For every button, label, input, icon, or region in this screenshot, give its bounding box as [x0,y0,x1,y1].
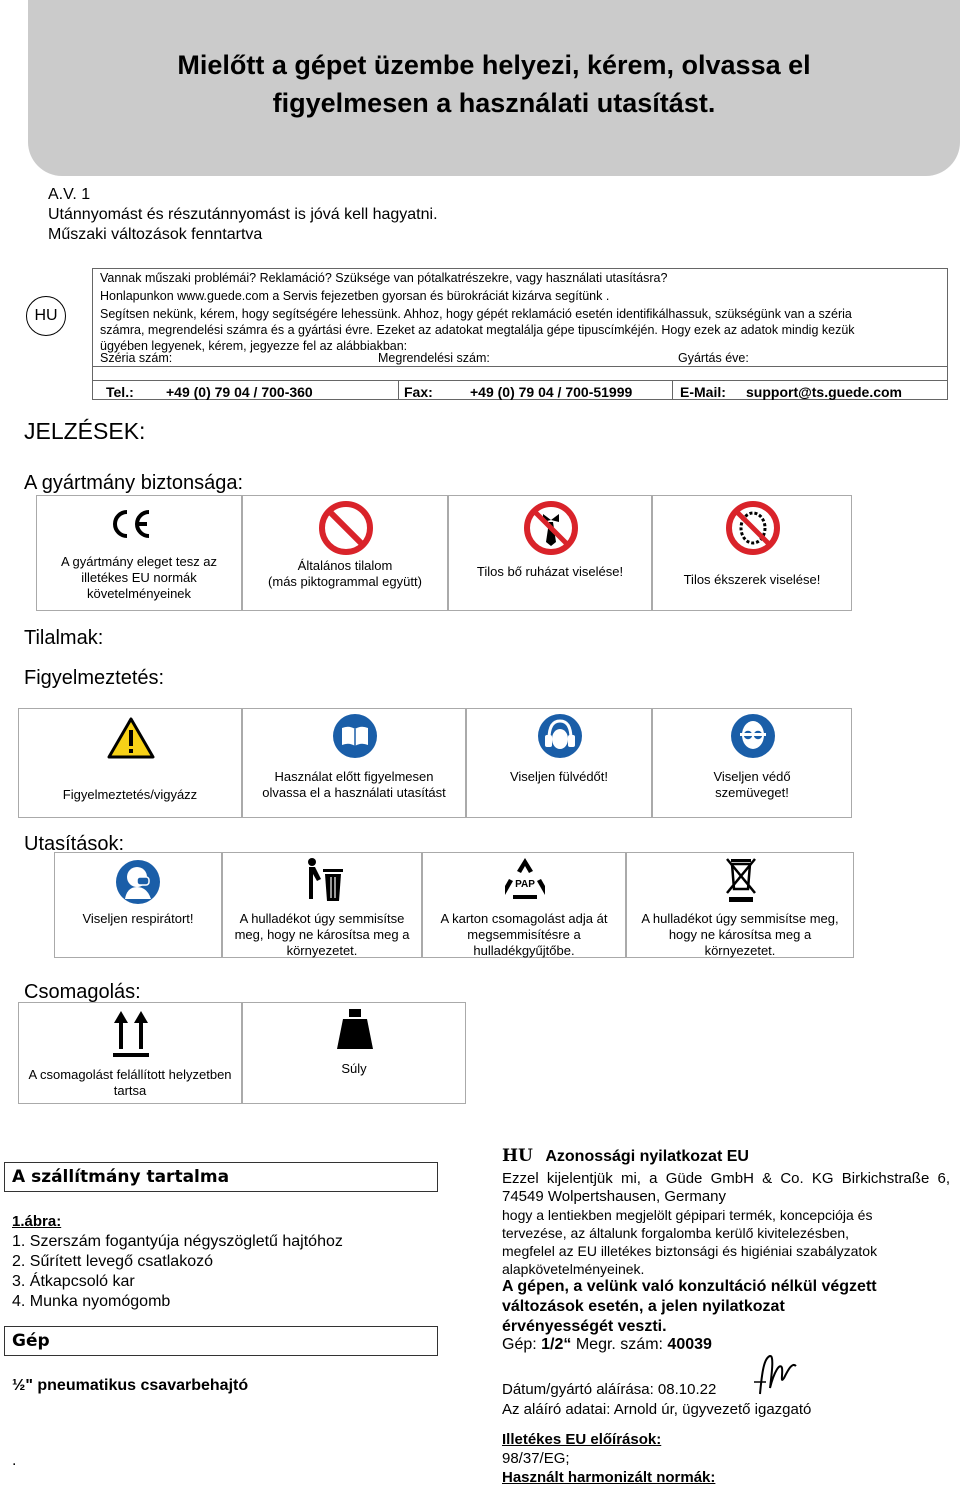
signs-heading: JELZÉSEK: [24,418,146,444]
warning-cell-ear [466,708,652,818]
safety-caption-jewelry: Tilos ékszerek viselése! [683,572,821,587]
figure-label: 1.ábra: [12,1213,62,1230]
page-title: Mielőtt a gépet üzembe helyezi, kérem, olvassa el figyelmesen a használati utasítást. [177,50,811,118]
weight-icon [335,1007,375,1051]
this-way-up-icon [111,1007,151,1059]
instruction-caption-respirator: Viseljen respirátort! [82,911,194,926]
email-label: E-Mail: [680,384,726,400]
warning-cell-manual [242,708,466,818]
waste-disposal-icon [301,855,345,903]
warning-triangle-icon [107,717,155,759]
tech-note: Műszaki változások fenntartva [48,226,263,243]
delivery-item: 2. Sűrített levegő csatlakozó [12,1253,213,1270]
prohibitions-heading: Tilalmak: [24,627,104,649]
pap-recycling-icon [501,855,549,901]
packaging-row [18,1002,466,1104]
instruction-caption-waste: A hulladékot úgy semmisítse meg, hogy ne károsítsa meg a környezetet. [234,911,410,958]
instruction-caption-paper: A karton csomagolást adja át megsemmisítésre a hulladékgyűjtőbe. [440,911,608,958]
warnings-heading: Figyelmeztetés: [24,667,165,689]
stray-dot: . [12,1452,17,1469]
delivery-title: A szállítmány tartalma [12,1167,230,1187]
fax-label: Fax: [404,384,433,400]
read-manual-icon [332,713,378,759]
fax-value: +49 (0) 79 04 / 700-51999 [470,384,633,400]
warning-caption-caution: Figyelmeztetés/vigyázz [62,787,198,802]
declaration-warning: A gépen, a velünk való konzultáció nélkül végzett változások esetén, a jelen nyilatkozat érvényességét veszti. [502,1278,877,1335]
warning-cell-caution [18,708,242,818]
machine-title: Gép [12,1331,50,1351]
instructions-heading: Utasítások: [24,833,125,855]
copy-note: Utánnyomást és részutánnyomást is jóvá kell hagyatni. [48,206,438,223]
declaration-body: Ezzel kijelentjük mi, a Güde GmbH & Co. KG Birkichstraße 6, 74549 Wolpertshausen, Germany hogy a lentiekben megjelölt gépipari termék, koncepciója és tervezése, az általunk forgalomba kerülő kivitelezésben, megfelel az EU illetékes biztonsági és higiéniai szabályzatok alapkövetelményeinek. [502,1170,950,1277]
declaration-lang: HU [502,1146,533,1166]
safety-caption-clothing: Tilos bő ruházat viselése! [476,564,624,579]
instruction-cell-weee [626,852,854,958]
safety-row [36,495,852,611]
warning-caption-ear: Viseljen fülvédőt! [509,769,609,784]
tel-label: Tel.: [106,384,134,400]
no-jewelry-icon [725,500,781,556]
service-line-4: számra, megrendelési számra és a gyártási évre. Ezeket az adatokat megtalálja gépe tipuscímkéjén. Hogy ezek az adatok mindig kezük [100,323,855,337]
svg-text:PAP: PAP [515,879,535,890]
packaging-cell-up [18,1002,242,1104]
packaging-heading: Csomagolás: [24,981,141,1003]
prohibition-icon [318,500,374,556]
delivery-item: 1. Szerszám fogantyúja négyszögletű hajtóhoz [12,1233,343,1250]
email-value[interactable]: support@ts.guede.com [746,384,902,400]
service-sep-1 [398,380,399,400]
instruction-cell-waste [222,852,422,958]
packaging-cell-weight [242,1002,466,1104]
service-divider [92,366,948,367]
no-loose-clothing-icon [523,500,579,556]
delivery-list [12,1232,343,1312]
respirator-icon [115,859,161,905]
warning-cell-eye [652,708,852,818]
service-line-1: Vannak műszaki problémái? Reklamáció? Szüksége van pótalkatrészekre, vagy használati utasításra? [100,271,668,285]
serial-label: Széria szám: [100,351,173,365]
declaration-machine: Gép: 1/2“ Megr. szám: 40039 [502,1336,712,1353]
safety-cell-ce [36,495,242,611]
tel-value: +49 (0) 79 04 / 700-360 [166,384,313,400]
safety-caption-ce: A gyártmány eleget tesz az illetékes EU normák követelményeinek [60,554,218,601]
declaration-title: Azonossági nyilatkozat EU [545,1148,749,1165]
service-divider-2 [92,380,948,381]
instruction-cell-respirator [54,852,222,958]
ce-mark-icon [109,508,153,540]
eye-protection-icon [730,713,776,759]
service-line-5: ügyében legyenek, kérem, jegyezze fel az alábbiakban: [100,339,408,353]
safety-caption-prohibition: Általános tilalom (más piktogrammal együtt) [268,558,422,589]
machine-name: ½" pneumatikus csavarbehajtó [12,1377,249,1394]
service-line-2: Honlapunkon www.guede.com a Servis fejezetben gyorsan és bürokráciát kizárva segítünk . [100,289,610,303]
declaration-signature: Dátum/gyártó aláírása: 08.10.22 Az aláíró adatai: Arnold úr, ügyvezető igazgató [502,1381,812,1418]
service-sep-2 [672,380,673,400]
safety-cell-clothing [448,495,652,611]
delivery-item: 3. Átkapcsoló kar [12,1273,135,1290]
version-label: A.V. 1 [48,186,91,203]
instruction-cell-paper [422,852,626,958]
delivery-item: 4. Munka nyomógomb [12,1293,171,1310]
instruction-row [54,852,854,958]
declaration-header [502,1146,749,1166]
safety-cell-jewelry [652,495,852,611]
warning-caption-manual: Használat előtt figyelmesen olvassa el a használati utasítást [262,769,446,800]
service-line-3: Segítsen nekünk, kérem, hogy segítségére lehessünk. Ahhoz, hogy gépét reklamáció esetén identifikálhassuk, szükségünk van a széria [100,307,852,321]
crossed-bin-icon [723,855,759,903]
packaging-caption-weight: Súly [341,1061,367,1076]
order-label: Megrendelési szám: [378,351,490,365]
safety-heading: A gyártmány biztonsága: [24,472,244,494]
packaging-caption-up: A csomagolást felállított helyzetben tartsa [28,1067,232,1098]
instruction-caption-weee: A hulladékot úgy semmisítse meg, hogy ne károsítsa meg a környezetet. [641,911,839,958]
ear-protection-icon [537,713,583,759]
warning-row [18,708,852,818]
safety-cell-prohibition [242,495,448,611]
declaration-rules: Illetékes EU előírások: 98/37/EG; Használt harmonizált normák: [502,1431,716,1486]
machine-title-box [4,1326,438,1356]
year-label: Gyártás éve: [678,351,749,365]
warning-caption-eye: Viseljen védő szemüveget! [713,769,791,800]
language-badge: HU [26,296,66,336]
